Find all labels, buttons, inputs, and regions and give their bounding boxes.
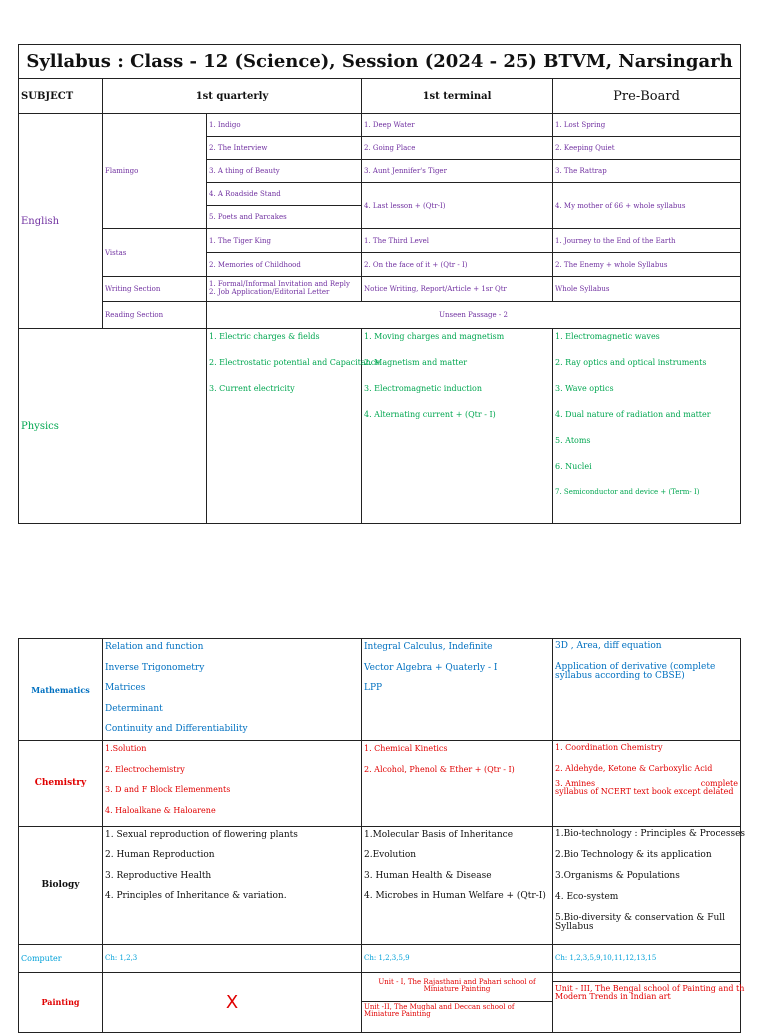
chem-q-item: 3. D and F Block Elemenments — [105, 785, 231, 794]
physics-t-cell — [362, 329, 553, 524]
flamingo-p-item: 1. Lost Spring — [553, 114, 741, 137]
bio-p-item: 1.Bio-technology : Principles & Processes — [555, 828, 746, 839]
physics-t-item: 2. Magnetism and matter — [364, 358, 468, 367]
subject-biology: Biology — [19, 826, 103, 944]
subject-english: English — [19, 114, 103, 329]
math-t-item: LPP — [364, 683, 383, 693]
math-t-cell — [362, 639, 553, 741]
math-t-item: Integral Calculus, Indefinite — [364, 642, 493, 652]
chem-q-item: 1.Solution — [105, 744, 147, 753]
chem-p-item: complete — [700, 778, 738, 788]
syllabus-table-top — [18, 44, 741, 524]
page-title: Syllabus : Class - 12 (Science), Session (2024 - 25) BTVM, Narsingarh — [19, 45, 741, 79]
computer-p-item: Ch: 1,2,3,5,9,10,11,12,13,15 — [553, 944, 741, 972]
math-p-item: 3D , Area, diff equation — [555, 641, 662, 651]
physics-p-item: 7. Semiconductor and device + (Term- I) — [555, 488, 700, 496]
bio-q-item: 3. Reproductive Health — [105, 870, 212, 881]
physics-q-cell — [207, 329, 380, 524]
painting-q-cross: X — [103, 972, 362, 1032]
bio-t-item: 4. Microbes in Human Welfare + (Qtr-I) — [364, 891, 546, 901]
math-q-item: Inverse Trigonometry — [105, 662, 205, 673]
painting-t-line: Miniature Painting — [423, 985, 491, 994]
painting-t-line: Unit -II, The Mughal and Deccan school of — [364, 1002, 515, 1011]
flamingo-t-item: 1. Deep Water — [362, 114, 553, 137]
bio-q-cell — [103, 826, 362, 944]
subject-header: SUBJECT — [19, 79, 103, 114]
chem-p-item: 3. Amines — [555, 778, 596, 788]
physics-t-item: 1. Moving charges and magnetism — [364, 332, 505, 341]
subject-computer: Computer — [19, 944, 103, 972]
math-q-item: Matrices — [105, 683, 146, 693]
painting-t-line: Unit - I, The Rajasthani and Pahari school of — [378, 977, 536, 986]
chem-p-cell — [553, 741, 741, 827]
subject-chemistry: Chemistry — [19, 741, 103, 827]
reading-section-label: Reading Section — [103, 302, 207, 329]
flamingo-p-item: 3. The Rattrap — [553, 160, 741, 183]
bio-p-item: 5.Bio-diversity & conservation & Full — [555, 912, 726, 923]
reading-value: Unseen Passage - 2 — [207, 302, 741, 329]
physics-p-item: 2. Ray optics and optical instruments — [555, 358, 707, 367]
flamingo-t-item: 3. Aunt Jennifer's Tiger — [362, 160, 553, 183]
painting-t-line: Miniature Painting — [364, 1010, 431, 1019]
first-terminal-header: 1st terminal — [362, 79, 553, 114]
bio-q-item: 2. Human Reproduction — [105, 850, 215, 860]
flamingo-q-item: 1. Indigo — [207, 114, 362, 137]
flamingo-t-item: 4. Last lesson + (Qtr-I) — [362, 183, 553, 229]
writing-p-item: Whole Syllabus — [553, 277, 741, 302]
math-p-item: Application of derivative (complete — [555, 661, 716, 672]
physics-t-item: 4. Alternating current + (Qtr - I) — [364, 410, 496, 419]
chem-p-item: syllabus of NCERT text book except delated — [555, 787, 734, 797]
bio-t-item: 2.Evolution — [364, 850, 417, 860]
flamingo-q-item: 4. A Roadside Stand — [207, 183, 362, 206]
math-q-item: Relation and function — [105, 642, 204, 652]
math-q-cell — [103, 639, 362, 741]
chem-t-cell — [362, 741, 553, 827]
bio-t-cell — [362, 826, 553, 944]
physics-q-item: 2. Electrostatic potential and Capacitance — [209, 358, 380, 367]
flamingo-label: Flamingo — [103, 114, 207, 229]
flamingo-p-item: 4. My mother of 66 + whole syllabus — [553, 183, 741, 229]
subject-physics: Physics — [19, 329, 207, 524]
first-quarterly-header: 1st quarterly — [103, 79, 362, 114]
flamingo-q-item: 2. The Interview — [207, 137, 362, 160]
physics-q-item: 3. Current electricity — [209, 384, 295, 393]
physics-p-item: 1. Electromagnetic waves — [555, 332, 660, 341]
writing-q-item: 1. Formal/Informal Invitation and Reply — [209, 280, 350, 289]
math-p-item: syllabus according to CBSE) — [555, 671, 685, 682]
writing-q-item: 2. Job Application/Editorial Letter — [209, 288, 330, 296]
subject-mathematics: Mathematics — [19, 639, 103, 741]
math-t-item: Vector Algebra + Quaterly - I — [364, 662, 498, 673]
vistas-p-item: 1. Journey to the End of the Earth — [553, 229, 741, 253]
chem-t-item: 1. Chemical Kinetics — [364, 744, 448, 753]
bio-p-cell — [553, 826, 746, 944]
physics-q-item: 1. Electric charges & fields — [209, 332, 320, 341]
chem-t-item: 2. Alcohol, Phenol & Ether + (Qtr - I) — [364, 764, 515, 774]
bio-t-item: 1.Molecular Basis of Inheritance — [364, 829, 514, 840]
chem-p-item: 1. Coordination Chemistry — [555, 743, 663, 752]
bio-p-item: 2.Bio Technology & its application — [555, 849, 712, 860]
syllabus-table-bottom — [18, 638, 746, 1033]
vistas-q-item: 1. The Tiger King — [207, 229, 362, 253]
painting-p-line: Modern Trends in Indian art — [555, 992, 671, 1002]
chem-p-item: 2. Aldehyde, Ketone & Carboxylic Acid — [555, 763, 713, 773]
vistas-label: Vistas — [103, 229, 207, 277]
writing-t-item: Notice Writing, Report/Article + 1sr Qtr — [362, 277, 553, 302]
flamingo-q-item: 3. A thing of Beauty — [207, 160, 362, 183]
writing-section-label: Writing Section — [103, 277, 207, 302]
pre-board-header: Pre-Board — [553, 79, 741, 114]
math-p-cell — [553, 639, 741, 741]
physics-p-item: 4. Dual nature of radiation and matter — [555, 410, 711, 419]
bio-t-item: 3. Human Health & Disease — [364, 870, 492, 881]
bio-q-item: 1. Sexual reproduction of flowering plants — [105, 829, 298, 840]
painting-t-unit-1 — [362, 973, 552, 1002]
flamingo-q-item: 5. Poets and Parcakes — [207, 206, 362, 229]
subject-painting: Painting — [19, 972, 103, 1032]
bio-p-item: 4. Eco-system — [555, 891, 619, 902]
chem-q-item: 2. Electrochemistry — [105, 764, 185, 774]
physics-p-item: 6. Nuclei — [555, 462, 592, 471]
physics-p-item: 3. Wave optics — [555, 384, 614, 393]
math-q-item: Determinant — [105, 703, 163, 714]
physics-t-item: 3. Electromagnetic induction — [364, 384, 483, 393]
painting-t-unit-2 — [362, 1002, 552, 1019]
writing-q-cell — [207, 277, 362, 302]
flamingo-p-item: 2. Keeping Quiet — [553, 137, 741, 160]
painting-p-line: Unit - III, The Bengal school of Painting and th — [555, 983, 745, 993]
computer-t-item: Ch: 1,2,3,5,9 — [362, 944, 553, 972]
bio-q-item: 4. Principles of Inheritance & variation. — [105, 891, 287, 901]
flamingo-t-item: 2. Going Place — [362, 137, 553, 160]
bio-p-item: 3.Organisms & Populations — [555, 870, 680, 881]
vistas-t-item: 2. On the face of it + (Qtr - I) — [362, 253, 553, 277]
painting-p-cell — [553, 972, 745, 1032]
chem-q-item: 4. Haloalkane & Haloarene — [105, 805, 216, 815]
chem-q-cell — [103, 741, 362, 827]
vistas-p-item: 2. The Enemy + whole Syllabus — [553, 253, 741, 277]
computer-q-item: Ch: 1,2,3 — [103, 944, 362, 972]
vistas-q-item: 2. Memories of Childhood — [207, 253, 362, 277]
physics-p-item: 5. Atoms — [555, 436, 591, 445]
painting-t-cell — [362, 972, 553, 1032]
physics-p-cell — [553, 329, 741, 524]
math-q-item: Continuity and Differentiability — [105, 724, 248, 734]
bio-p-item: Syllabus — [555, 922, 594, 933]
vistas-t-item: 1. The Third Level — [362, 229, 553, 253]
